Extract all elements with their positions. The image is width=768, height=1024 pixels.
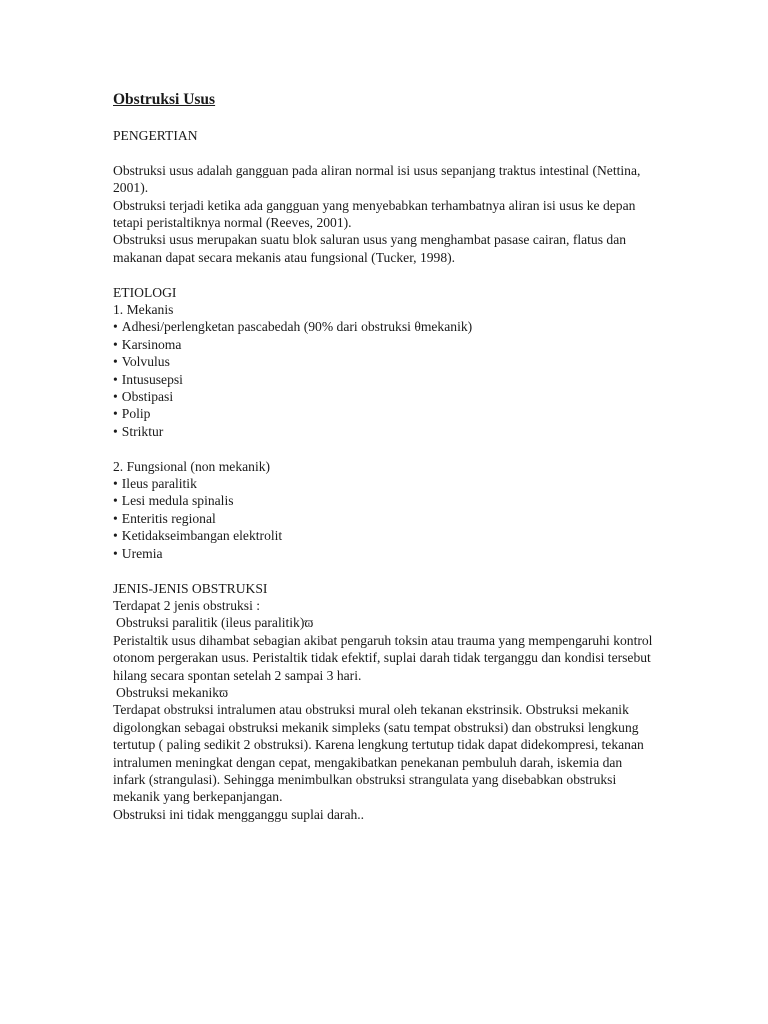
- etiologi-mekanis-label: 1. Mekanis: [113, 302, 174, 318]
- section-heading-jenis: JENIS-JENIS OBSTRUKSI: [113, 580, 268, 596]
- list-item-text: Striktur: [121, 423, 164, 439]
- section-heading-pengertian: PENGERTIAN: [113, 128, 198, 143]
- list-item: [113, 423, 658, 440]
- document-body: [113, 90, 658, 823]
- fungsional-list: [113, 475, 658, 562]
- list-item-text: Intususepsi: [121, 371, 183, 387]
- list-item: [113, 492, 658, 509]
- paralitik-label: Obstruksi paralitik (ileus paralitik)ϖ: [116, 615, 314, 631]
- bullet-icon: •: [113, 493, 118, 509]
- list-item-text: Lesi medula spinalis: [121, 493, 234, 509]
- bullet-icon: •: [113, 476, 118, 492]
- list-item: [113, 388, 658, 405]
- list-item: [113, 353, 658, 370]
- pengertian-paragraph: Obstruksi terjadi ketika ada gangguan yang menyebabkan terhambatnya aliran isi usus ke depan tetapi peristaltiknya normal (Reeves, 2001).: [113, 197, 636, 231]
- list-item-text: Uremia: [121, 545, 163, 561]
- bullet-icon: •: [113, 336, 118, 352]
- list-item-text: Polip: [121, 406, 151, 422]
- list-item-text: Volvulus: [121, 354, 170, 370]
- bullet-icon: •: [113, 371, 118, 387]
- list-item-text: Adhesi/perlengketan pascabedah (90% dari obstruksi θmekanik): [121, 319, 473, 335]
- list-item: [113, 371, 658, 388]
- bullet-icon: •: [113, 510, 118, 526]
- list-item-text: Ketidakseimbangan elektrolit: [121, 528, 283, 544]
- list-item: [113, 510, 658, 527]
- pengertian-paragraph: Obstruksi usus adalah gangguan pada aliran normal isi usus sepanjang traktus intestinal (Nettina, 2001).: [113, 162, 641, 196]
- list-item: [113, 475, 658, 492]
- etiologi-fungsional-label: 2. Fungsional (non mekanik): [113, 458, 271, 474]
- bullet-icon: •: [113, 528, 118, 544]
- list-item-text: Enteritis regional: [121, 510, 216, 526]
- list-item-text: Ileus paralitik: [121, 476, 197, 492]
- bullet-icon: •: [113, 423, 118, 439]
- bullet-icon: •: [113, 545, 118, 561]
- pengertian-paragraph: Obstruksi usus merupakan suatu blok saluran usus yang menghambat pasase cairan, flatus dan makanan dapat secara mekanis atau fungsional (Tucker, 1998).: [113, 232, 627, 265]
- list-item-text: Karsinoma: [121, 336, 182, 352]
- bullet-icon: •: [113, 354, 118, 370]
- paralitik-paragraph: Peristaltik usus dihambat sebagian akibat pengaruh toksin atau trauma yang mempengaruhi kontrol otonom pergerakan usus. Peristaltik tidak efektif, suplai darah tidak terganggu dan kondisi tersebut hilang secara spontan setelah 2 sampai 3 hari.: [113, 632, 653, 683]
- document-title: Obstruksi Usus: [113, 91, 216, 108]
- closing-paragraph: Obstruksi ini tidak mengganggu suplai darah..: [113, 806, 365, 822]
- list-item: [113, 336, 658, 353]
- mekanik-paragraph: Terdapat obstruksi intralumen atau obstruksi mural oleh tekanan ekstrinsik. Obstruksi mekanik digolongkan sebagai obstruksi mekanik simpleks (satu tempat obstruksi) dan obstruksi lengkung tertutup ( paling sedikit 2 obstruksi). Karena lengkung tertutup tidak dapat didekompresi, tekanan intralumen meningkat dengan cepat, mengakibatkan penekanan pembuluh darah, iskemia dan infark (strangulasi). Sehingga menimbulkan obstruksi strangulata yang disebabkan obstruksi mekanik yang berkepanjangan.: [113, 702, 644, 805]
- mekanis-list: [113, 318, 658, 440]
- bullet-icon: •: [113, 406, 118, 422]
- list-item: [113, 405, 658, 422]
- list-item: [113, 318, 658, 335]
- list-item-text: Obstipasi: [121, 389, 174, 405]
- bullet-icon: •: [113, 389, 118, 405]
- jenis-intro: Terdapat 2 jenis obstruksi :: [113, 597, 261, 613]
- list-item: [113, 545, 658, 562]
- bullet-icon: •: [113, 319, 118, 335]
- list-item: [113, 527, 658, 544]
- mekanik-label: Obstruksi mekanikϖ: [116, 684, 229, 700]
- section-heading-etiologi: ETIOLOGI: [113, 284, 177, 300]
